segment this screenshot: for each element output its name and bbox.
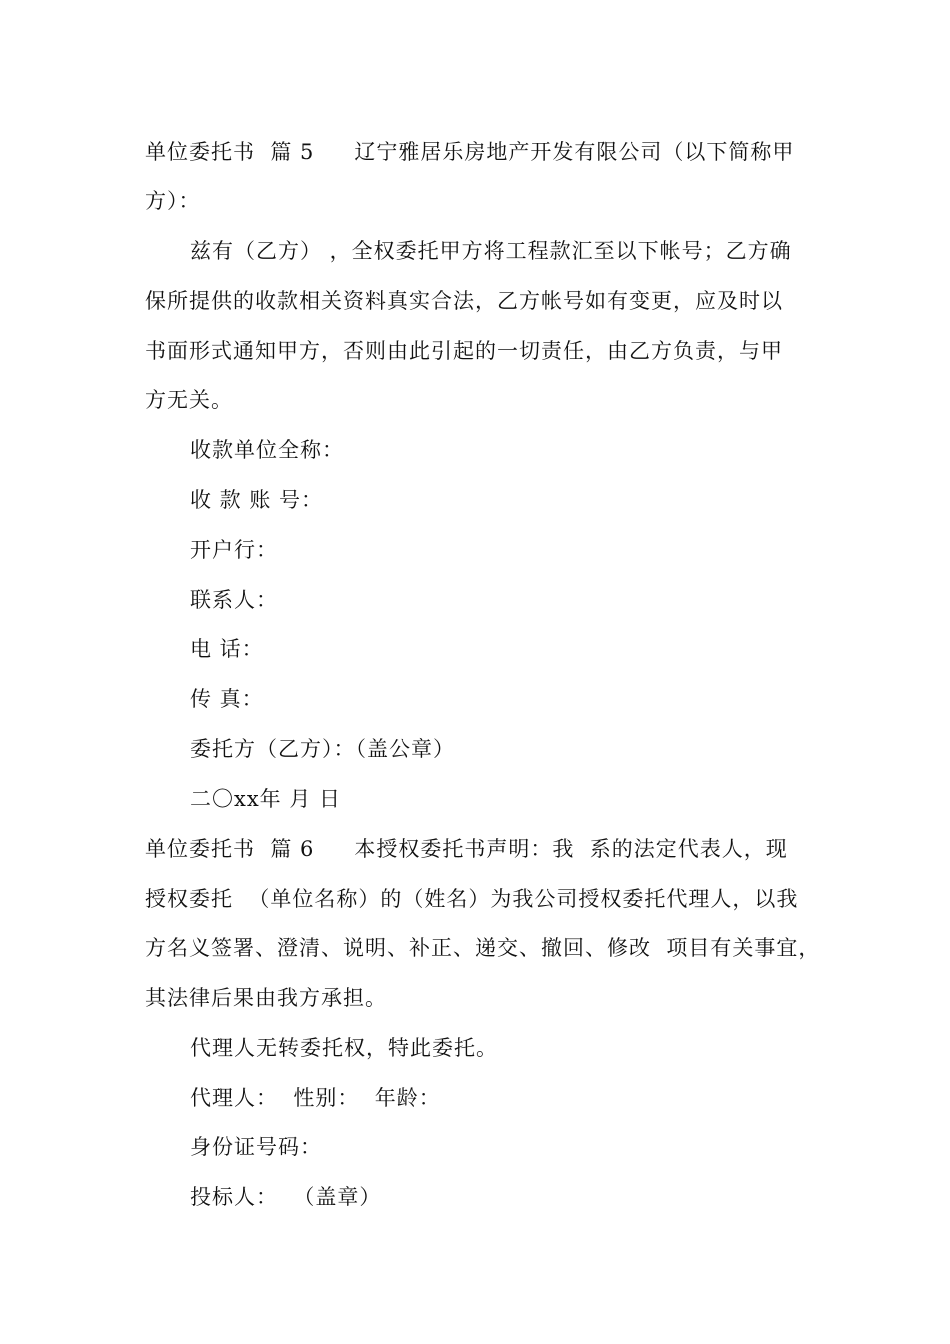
bidder-seal-field: 投标人： （盖章） — [190, 1185, 382, 1209]
principal-seal-field: 委托方（乙方）：（盖公章） — [190, 737, 455, 761]
section-5-body-line-1: 兹有（乙方） ，全权委托甲方将工程款汇至以下帐号；乙方确 — [190, 239, 792, 263]
no-subdelegation-statement: 代理人无转委托权，特此委托。 — [190, 1036, 498, 1060]
section-6-heading: 单位委托书 篇 6 — [145, 837, 315, 861]
id-number-field: 身份证号码： — [190, 1135, 322, 1159]
section-5-addressee: 辽宁雅居乐房地产开发有限公司（以下简称甲 — [354, 140, 795, 164]
section-5-body-line-4: 方无关。 — [145, 388, 233, 412]
bank-field: 开户行： — [190, 538, 278, 562]
section-6-heading-line — [145, 834, 788, 864]
date-field: 二〇xx年 月 日 — [190, 787, 342, 811]
section-5-heading-line — [145, 137, 794, 167]
section-6-statement: 本授权委托书声明：我 系的法定代表人，现 — [354, 837, 788, 861]
fax-field: 传 真： — [190, 687, 264, 711]
section-5-addressee-cont: 方）： — [145, 189, 201, 213]
agent-info-field: 代理人： 性别： 年龄： — [190, 1086, 441, 1110]
contact-field: 联系人： — [190, 588, 278, 612]
phone-field: 电 话： — [190, 637, 264, 661]
section-6-body-line-2: 方名义签署、澄清、说明、补正、递交、撤回、修改 项目有关事宜， — [145, 936, 821, 960]
section-5-heading: 单位委托书 篇 5 — [145, 140, 315, 164]
section-6-body-line-3: 其法律后果由我方承担。 — [145, 986, 387, 1010]
section-5-body-line-2: 保所提供的收款相关资料真实合法，乙方帐号如有变更，应及时以 — [145, 289, 783, 313]
section-5-body-line-3: 书面形式通知甲方，否则由此引起的一切责任，由乙方负责，与甲 — [145, 339, 783, 363]
section-6-body-line-1: 授权委托 （单位名称）的（姓名）为我公司授权委托代理人，以我 — [145, 887, 799, 911]
payee-account-field: 收 款 账 号： — [190, 488, 324, 512]
payee-name-field: 收款单位全称： — [190, 438, 344, 462]
